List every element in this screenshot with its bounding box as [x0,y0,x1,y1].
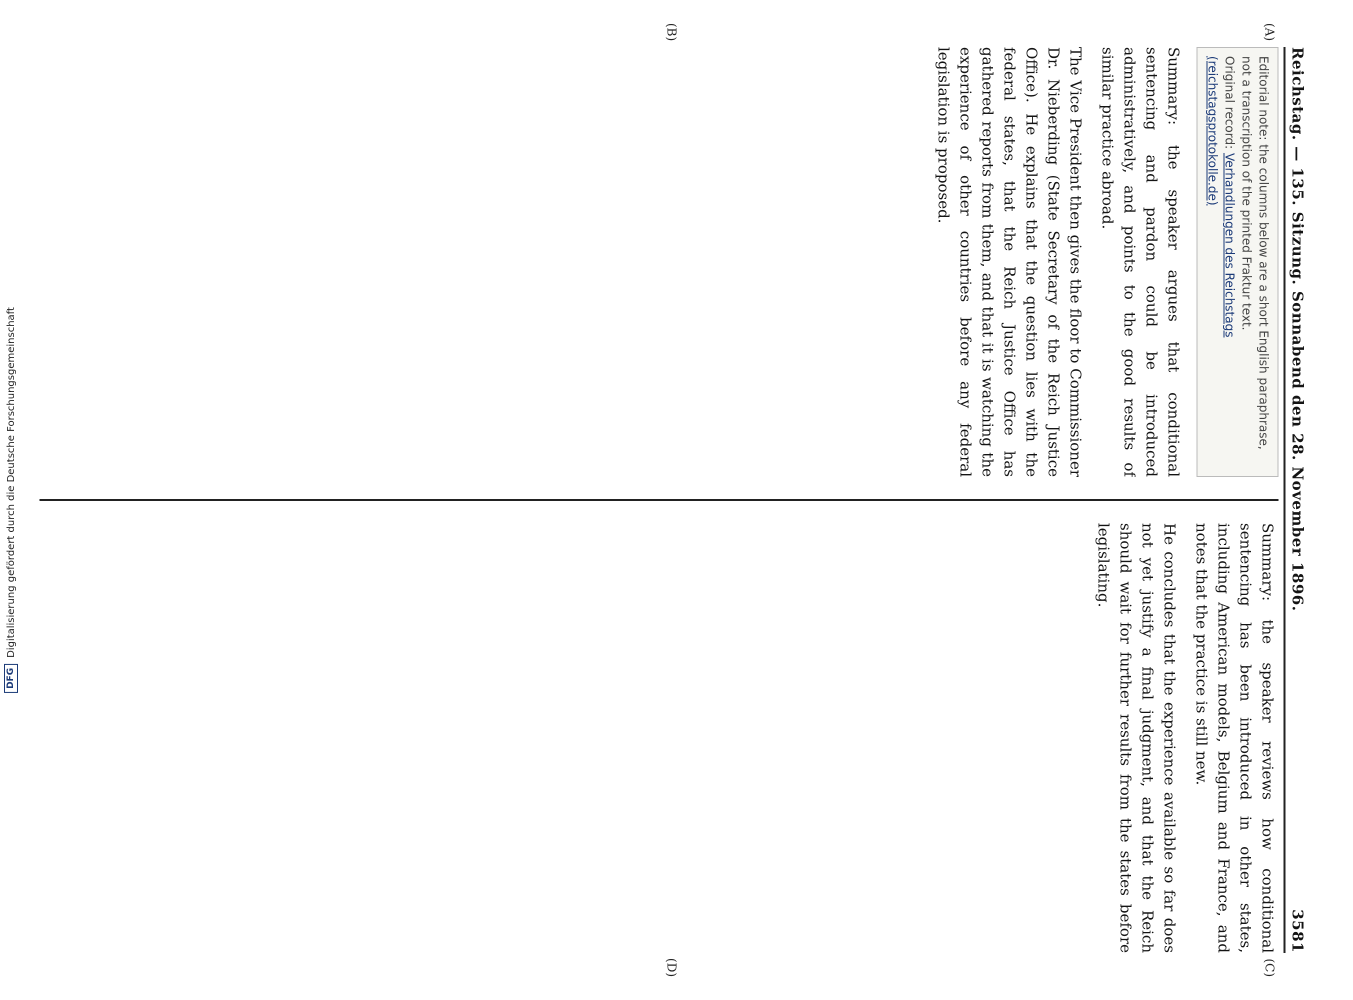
running-title: Reichstag. — 135. Sitzung. Sonnabend den 28. November 1896. [1288,47,1307,612]
digitization-credit-strip [0,0,22,1000]
digitization-credit [4,307,18,693]
text-column-left [40,47,1279,477]
margin-letter-b: (B) [664,23,679,42]
margin-letter-c: (C) [1262,958,1277,977]
text-column-right [40,523,1279,953]
source-link[interactable]: Verhandlungen des Reichstags (reichstagsprotokolle.de) [1205,56,1237,338]
paragraph: Summary: the speaker argues that conditional sentencing and pardon could be introduced administratively, and points to the good results of similar practice abroad. [1098,47,1183,477]
margin-letter-a: (A) [1262,23,1277,42]
paraphrase-note [1197,47,1279,477]
digitization-credit-text: Digitalisierung gefördert durch die Deutsche Forschungsgemeinschaft [5,307,17,658]
column-divider [40,499,1279,501]
paragraph: Summary: the speaker reviews how conditional sentencing has been introduced in other states, including American models, Belgium and France, and notes that the practice is still new. [1192,523,1277,953]
dfg-logo-icon: DFG [4,664,18,693]
paragraph: The Vice President then gives the floor to Commissioner Dr. Nieberding (State Secretary of the Reich Justice Office). He explains that the question lies with the federal states, that the Reich Justice Office has gathered reports from them, and that it is watching the experience of other countries before any federal legislation is proposed. [934,47,1085,477]
paragraph: He concludes that the experience available so far does not yet justify a final judgment, and that the Reich should wait for further results from the states before legislating. [1094,523,1179,953]
margin-letter-d: (D) [664,958,679,977]
source-label: Original record: [1222,56,1237,150]
document-page [24,21,1329,979]
paraphrase-note-text: Editorial note: the columns below are a short English paraphrase, not a transcription of the printed Fraktur text. [1239,56,1271,450]
page-number: 3581 [1288,909,1307,953]
running-header [1284,47,1319,953]
